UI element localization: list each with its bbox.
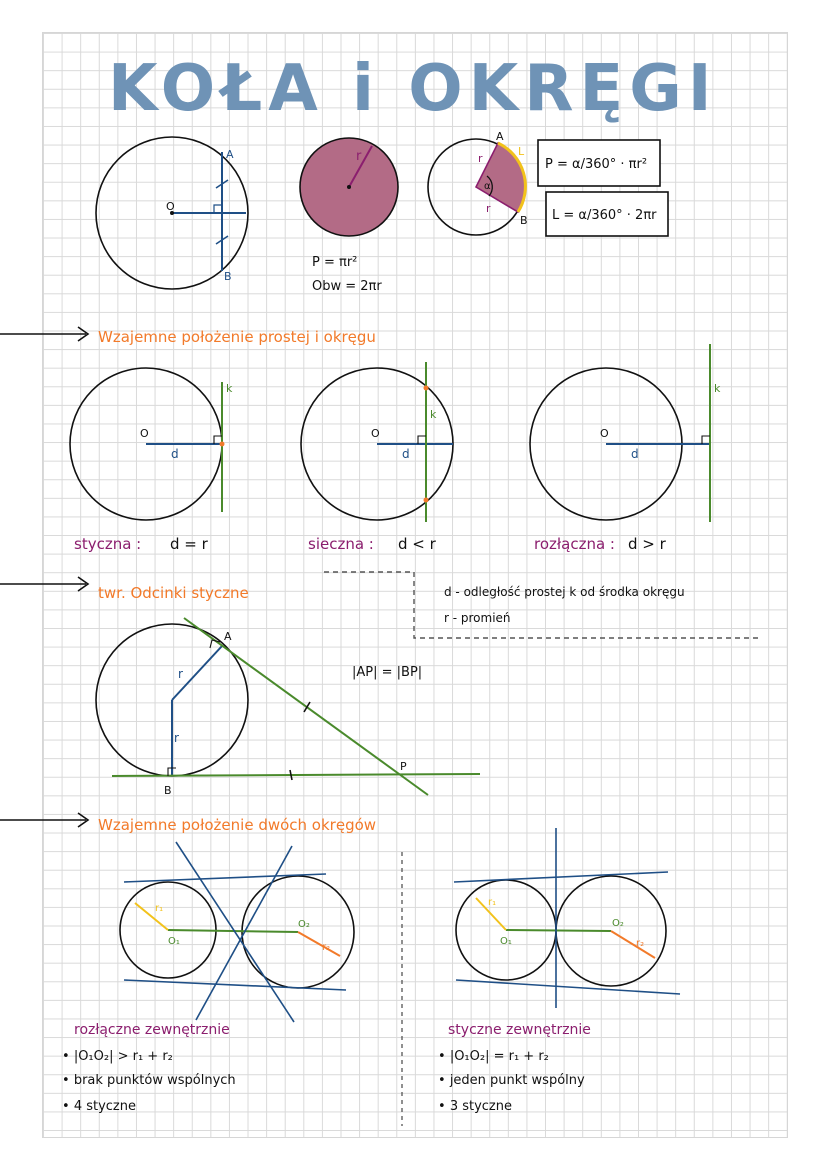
tangent-r2-label: r bbox=[174, 731, 179, 745]
disjoint-line-figure bbox=[530, 344, 710, 522]
left-r1-label: r₁ bbox=[155, 903, 164, 914]
case2-k-label: k bbox=[430, 408, 437, 421]
right-o1-label: O₁ bbox=[500, 936, 512, 947]
note-r-definition: r - promień bbox=[444, 611, 511, 625]
section3-arrow bbox=[0, 813, 88, 827]
right-r2-label: r₂ bbox=[636, 938, 645, 949]
case1-o-label: O bbox=[140, 427, 149, 440]
disc-figure bbox=[300, 138, 398, 236]
disjoint-circles-figure bbox=[120, 842, 354, 1022]
page-title: KOŁA i OKRĘGI bbox=[108, 52, 718, 126]
secant-line-figure bbox=[301, 362, 453, 522]
sector-area-formula: P = α/360° · πr² bbox=[545, 157, 648, 172]
right-r1-label: r₁ bbox=[488, 897, 497, 908]
section2-arrow bbox=[0, 577, 88, 591]
left-bullet-2: • brak punktów wspólnych bbox=[62, 1073, 236, 1088]
sector-figure bbox=[428, 139, 525, 235]
arc-length-label: L bbox=[518, 145, 525, 158]
sector-r2-label: r bbox=[486, 202, 491, 215]
case1-name: styczna : bbox=[74, 535, 142, 553]
case2-d-label: d bbox=[402, 447, 410, 461]
left-bullet-1: • |O₁O₂| > r₁ + r₂ bbox=[62, 1049, 173, 1064]
right-bullet-3: • 3 styczne bbox=[438, 1099, 512, 1114]
tangent-segments-figure bbox=[96, 618, 480, 795]
case1-k-label: k bbox=[226, 382, 233, 395]
left-r2-label: r₂ bbox=[322, 942, 331, 953]
case3-name: rozłączna : bbox=[534, 535, 615, 553]
arc-length-formula: L = α/360° · 2πr bbox=[552, 208, 657, 223]
angle-alpha-label: α bbox=[484, 181, 491, 192]
right-bullet-1: • |O₁O₂| = r₁ + r₂ bbox=[438, 1049, 549, 1064]
left-bullet-3: • 4 styczne bbox=[62, 1099, 136, 1114]
case3-d-label: d bbox=[631, 447, 639, 461]
tangent-equality: |AP| = |BP| bbox=[352, 665, 423, 680]
area-formula: P = πr² bbox=[312, 255, 358, 270]
tangent-r1-label: r bbox=[178, 667, 183, 681]
radius-label: r bbox=[356, 149, 362, 164]
tangent-b-label: B bbox=[164, 784, 172, 797]
section1-heading: Wzajemne położenie prostej i okręgu bbox=[98, 328, 376, 346]
case1-d-label: d bbox=[171, 447, 179, 461]
right-o2-label: O₂ bbox=[612, 918, 624, 929]
case3-relation: d > r bbox=[628, 535, 666, 553]
tangent-line-figure bbox=[70, 368, 225, 520]
tangent-a-label: A bbox=[224, 630, 232, 643]
case2-o-label: O bbox=[371, 427, 380, 440]
case2-name: sieczna : bbox=[308, 535, 374, 553]
right-bullet-2: • jeden punkt wspólny bbox=[438, 1073, 585, 1088]
case2-relation: d < r bbox=[398, 535, 436, 553]
point-a-label: A bbox=[226, 148, 234, 161]
section1-arrow bbox=[0, 327, 88, 341]
point-b-label: B bbox=[224, 270, 232, 283]
section2-heading: twr. Odcinki styczne bbox=[98, 584, 249, 602]
left-case-title: rozłączne zewnętrznie bbox=[74, 1022, 230, 1038]
case3-o-label: O bbox=[600, 427, 609, 440]
left-o1-label: O₁ bbox=[168, 936, 180, 947]
sector-b-label: B bbox=[520, 214, 528, 227]
section3-heading: Wzajemne położenie dwóch okręgów bbox=[98, 816, 377, 834]
right-case-title: styczne zewnętrznie bbox=[448, 1022, 591, 1038]
note-divider bbox=[324, 572, 760, 638]
case1-relation: d = r bbox=[170, 535, 208, 553]
sector-a-label: A bbox=[496, 130, 504, 143]
sector-r1-label: r bbox=[478, 152, 483, 165]
left-o2-label: O₂ bbox=[298, 919, 310, 930]
circumference-formula: Obw = 2πr bbox=[312, 279, 382, 294]
tangent-circles-figure bbox=[454, 828, 680, 1008]
tangent-p-label: P bbox=[400, 760, 407, 773]
case3-k-label: k bbox=[714, 382, 721, 395]
center-o-label: O bbox=[166, 200, 175, 213]
note-d-definition: d - odległość prostej k od środka okręgu bbox=[444, 585, 685, 599]
